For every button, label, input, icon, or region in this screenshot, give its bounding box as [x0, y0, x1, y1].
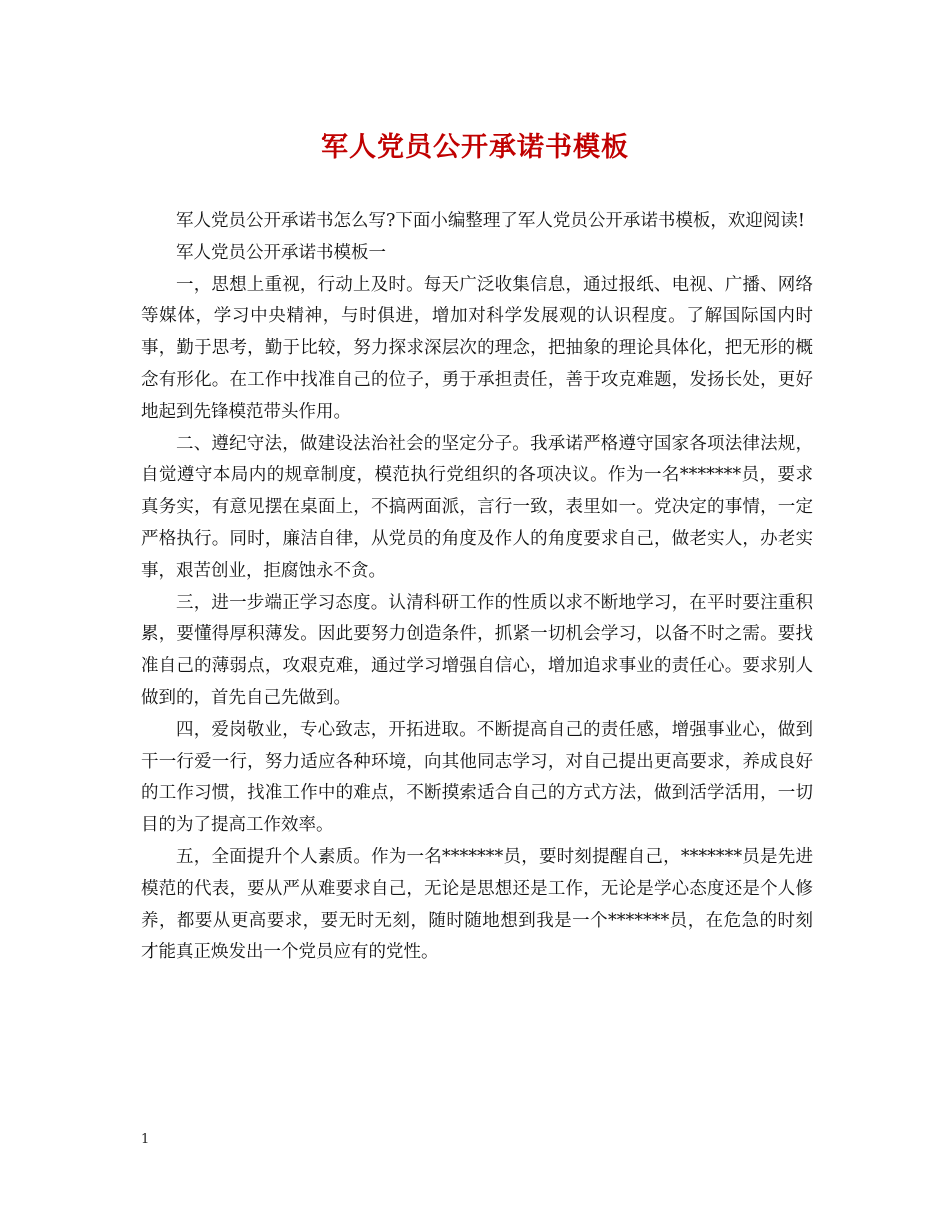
page-number: 1: [141, 1132, 150, 1147]
document-body: [141, 206, 813, 969]
intro-paragraph: 军人党员公开承诺书怎么写?下面小编整理了军人党员公开承诺书模板，欢迎阅读!: [176, 211, 805, 231]
document-title: 军人党员公开承诺书模板: [321, 132, 629, 163]
section-heading: 军人党员公开承诺书模板一: [176, 242, 386, 263]
paragraph-5: 五，全面提升个人素质。作为一名*******员，要时刻提醒自己，*******员是先进模范的代表，要从严从难要求自己，无论是思想还是工作，无论是学心态度还是个人修养，都要从更高要求，要无时无刻，随时随地想到我是一个*******员，在危急的时刻才能真正焕发出一个党员应有的党性。: [141, 846, 813, 963]
paragraph-2: 二、遵纪守法，做建设法治社会的坚定分子。我承诺严格遵守国家各项法律法规，自觉遵守本局内的规章制度，模范执行党组织的各项决议。作为一名*******员，要求真务实，有意见摆在桌面上，不搞两面派，言行一致，表里如一。党决定的事情，一定严格执行。同时，廉洁自律，从党员的角度及作人的角度要求自己，做老实人，办老实事，艰苦创业，拒腐蚀永不贪。: [141, 433, 813, 581]
paragraph-4: 四，爱岗敬业，专心致志，开拓进取。不断提高自己的责任感，增强事业心，做到干一行爱一行，努力适应各种环境，向其他同志学习，对自己提出更高要求，养成良好的工作习惯，找准工作中的难点，不断摸索适合自己的方式方法，做到活学活用，一切目的为了提高工作效率。: [141, 719, 813, 836]
paragraph-1: 一，思想上重视，行动上及时。每天广泛收集信息，通过报纸、电视、广播、网络等媒体，学习中央精神，与时俱进，增加对科学发展观的认识程度。了解国际国内时事，勤于思考，勤于比较，努力探求深层次的理念，把抽象的理论具体化，把无形的概念有形化。在工作中找准自己的位子，勇于承担责任，善于攻克难题，发扬长处，更好地起到先锋模范带头作用。: [141, 274, 813, 422]
paragraph-3: 三，进一步端正学习态度。认清科研工作的性质以求不断地学习，在平时要注重积累，要懂得厚积薄发。因此要努力创造条件，抓紧一切机会学习，以备不时之需。要找准自己的薄弱点，攻艰克难，通过学习增强自信心，增加追求事业的责任心。要求别人做到的，首先自己先做到。: [141, 592, 813, 708]
